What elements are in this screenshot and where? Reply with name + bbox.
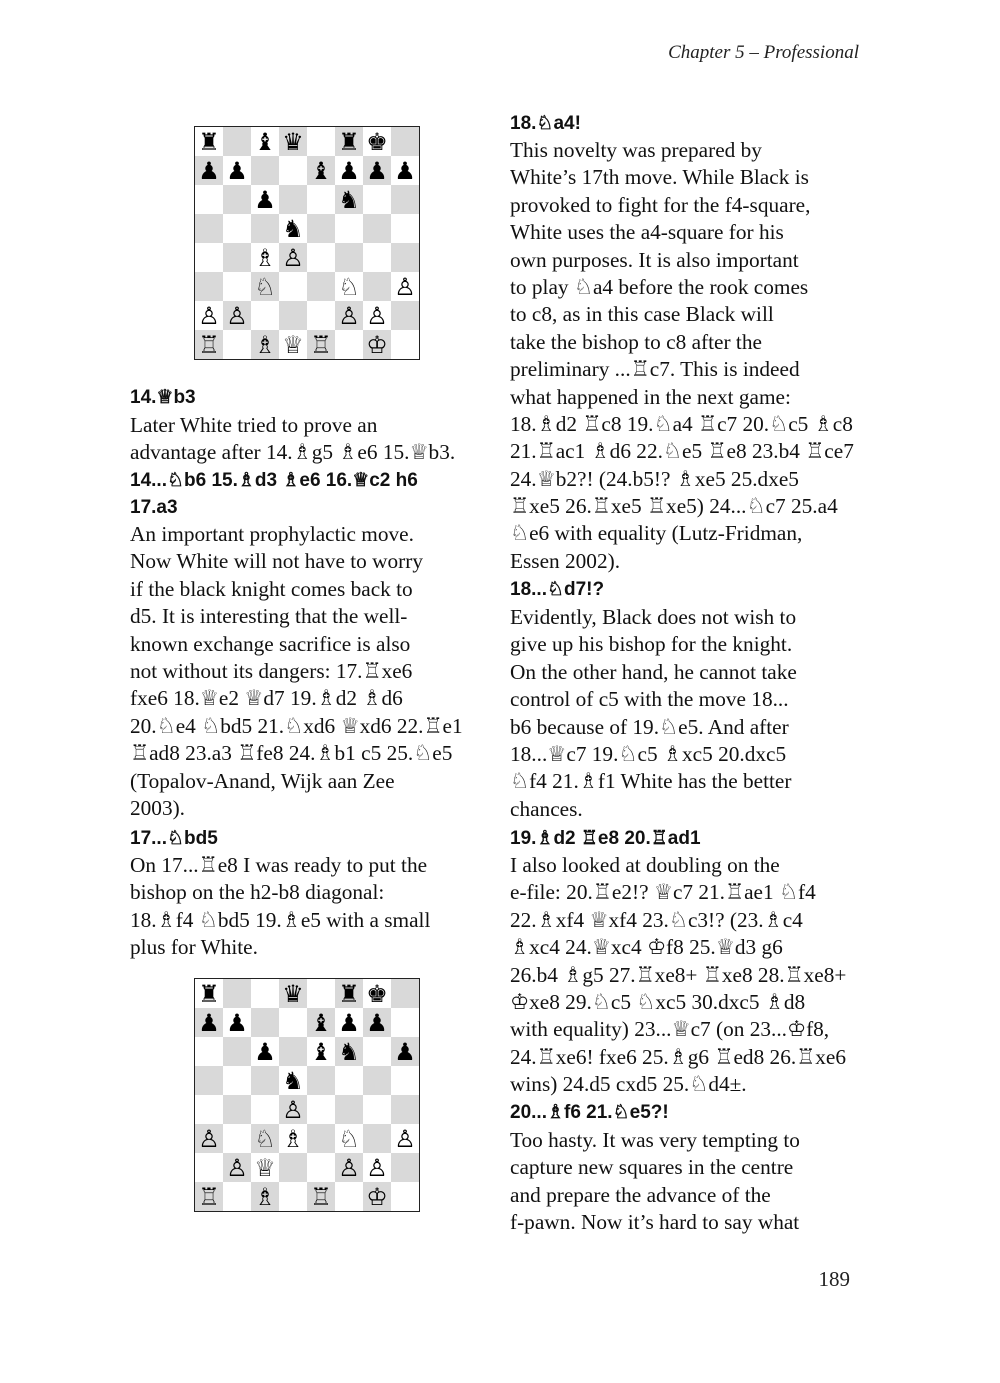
square-a1 [195,1182,223,1211]
white-pawn-icon: ♙ [282,243,304,272]
white-rook-icon: ♖ [310,1182,332,1211]
black-pawn-icon: ♟ [254,1037,276,1066]
square-d4 [279,243,307,272]
text-line: 18.♗f4 ♘bd5 19.♗e5 with a small [130,907,431,932]
square-h2 [391,1153,419,1182]
text-line: Later White tried to prove an [130,413,378,437]
square-a5 [195,1066,223,1095]
text-line: White’s 17th move. While Black is [510,165,809,190]
square-a1 [195,330,223,359]
square-d8 [279,979,307,1008]
square-a7 [195,1008,223,1037]
square-c6 [251,1037,279,1066]
black-pawn-icon: ♟ [226,1008,248,1037]
square-c7 [251,1008,279,1037]
black-pawn-icon: ♟ [198,156,220,185]
square-g7 [363,1008,391,1037]
text-line: 17...♘bd5 [130,828,218,849]
black-rook-icon: ♜ [198,979,220,1008]
square-b6 [223,1037,251,1066]
square-d7 [279,1008,307,1037]
text-line: to c8, as in this case Black will [510,302,774,327]
square-e2 [307,1153,335,1182]
text-line: 18...♕c7 19.♘c5 ♗xc5 20.dxc5 [510,741,787,766]
commentary-paragraph [510,604,870,823]
square-e8 [307,127,335,156]
square-e8 [307,979,335,1008]
chess-diagram-2 [194,978,420,1212]
page-number: 189 [818,1267,850,1291]
square-e6 [307,1037,335,1066]
text-line: f-pawn. Now it’s hard to say what [510,1210,800,1235]
white-bishop-icon: ♗ [282,1124,304,1153]
square-e7 [307,156,335,185]
square-d4 [279,1095,307,1124]
text-line: e-file: 20.♖e2!? ♕c7 21.♖ae1 ♘f4 [510,880,816,905]
square-g8 [363,127,391,156]
black-rook-icon: ♜ [338,127,360,156]
square-h1 [391,1182,419,1211]
square-d6 [279,1037,307,1066]
white-knight-icon: ♘ [254,272,276,301]
text-line: Now White will not have to worry [130,549,423,574]
square-g2 [363,301,391,330]
square-h1 [391,330,419,359]
text-line: preliminary ...♖c7. This is indeed [510,357,800,382]
square-b1 [223,330,251,359]
text-line: wins) 24.d5 cxd5 25.♘d4±. [510,1072,747,1097]
square-c3 [251,1124,279,1153]
square-c5 [251,214,279,243]
square-f7 [335,1008,363,1037]
square-h5 [391,1066,419,1095]
square-a5 [195,214,223,243]
square-e5 [307,214,335,243]
square-b4 [223,1095,251,1124]
white-pawn-icon: ♙ [198,301,220,330]
text-line: 17.a3 [130,497,178,518]
text-line: 24.♕b2?! (24.b5!? ♗xe5 25.dxe5 [510,466,799,491]
text-line: ♘e6 with equality (Lutz-Fridman, [510,521,803,546]
square-d3 [279,1124,307,1153]
commentary-paragraph [510,852,870,1099]
text-line: 21.♖ac1 ♗d6 22.♘e5 ♖e8 23.b4 ♖ce7 [510,439,854,464]
square-g5 [363,214,391,243]
square-d2 [279,301,307,330]
square-c8 [251,127,279,156]
text-line: with equality) 23...♕c7 (on 23...♔f8, [510,1017,830,1042]
square-h2 [391,301,419,330]
square-g4 [363,243,391,272]
square-g8 [363,979,391,1008]
text-line: if the black knight comes back to [130,576,413,601]
square-e4 [307,1095,335,1124]
move-heading [130,467,490,521]
text-line: fxe6 18.♕e2 ♕d7 19.♗d2 ♗d6 [130,686,403,711]
square-c1 [251,1182,279,1211]
commentary-paragraph [130,521,490,822]
square-h4 [391,1095,419,1124]
square-h4 [391,243,419,272]
square-h6 [391,1037,419,1066]
square-c6 [251,185,279,214]
square-d5 [279,214,307,243]
text-line: 2003). [130,795,186,820]
text-line: 14...♘b6 15.♗d3 ♗e6 16.♕c2 h6 [130,470,418,491]
square-f2 [335,1153,363,1182]
black-king-icon: ♚ [366,979,388,1008]
text-line: 19.♗d2 ♖e8 20.♖ad1 [510,828,701,849]
text-line: 24.♖xe6! fxe6 25.♗g6 ♖ed8 26.♖xe6 [510,1044,847,1069]
square-h3 [391,272,419,301]
white-bishop-icon: ♗ [254,243,276,272]
black-knight-icon: ♞ [338,185,360,214]
text-line: (Topalov-Anand, Wijk aan Zee [130,768,395,793]
black-pawn-icon: ♟ [394,1037,416,1066]
square-e7 [307,1008,335,1037]
square-h3 [391,1124,419,1153]
black-pawn-icon: ♟ [226,156,248,185]
white-knight-icon: ♘ [254,1124,276,1153]
square-f4 [335,1095,363,1124]
text-line: what happened in the next game: [510,384,791,409]
black-king-icon: ♚ [366,127,388,156]
text-line: b6 because of 19.♘e5. And after [510,714,789,739]
square-h6 [391,185,419,214]
square-g6 [363,1037,391,1066]
white-queen-icon: ♕ [254,1153,276,1182]
square-g5 [363,1066,391,1095]
square-a4 [195,1095,223,1124]
text-line: On the other hand, he cannot take [510,659,797,684]
text-line: 18.♘a4! [510,113,581,134]
white-pawn-icon: ♙ [366,1153,388,1182]
text-line: ♖ad8 23.a3 ♖fe8 24.♗b1 c5 25.♘e5 [130,741,453,766]
square-e2 [307,301,335,330]
square-c2 [251,301,279,330]
white-pawn-icon: ♙ [338,301,360,330]
square-e3 [307,1124,335,1153]
chess-diagram-1 [194,126,420,360]
square-f8 [335,979,363,1008]
white-pawn-icon: ♙ [226,1153,248,1182]
square-f8 [335,127,363,156]
square-f4 [335,243,363,272]
square-e5 [307,1066,335,1095]
square-b7 [223,1008,251,1037]
square-a8 [195,979,223,1008]
text-line: Essen 2002). [510,548,621,573]
text-line: ♗xc4 24.♕xc4 ♔f8 25.♕d3 g6 [510,935,783,960]
square-e6 [307,185,335,214]
text-line: ♖xe5 26.♖xe5 ♖xe5) 24...♘c7 25.a4 [510,494,838,519]
move-heading [510,576,870,603]
square-b6 [223,185,251,214]
text-line: On 17...♖e8 I was ready to put the [130,853,428,877]
commentary-paragraph [510,1127,870,1237]
text-line: Too hasty. It was very tempting to [510,1128,800,1152]
square-e3 [307,272,335,301]
square-h7 [391,1008,419,1037]
square-c4 [251,243,279,272]
black-pawn-icon: ♟ [198,1008,220,1037]
square-b8 [223,127,251,156]
text-line: own purposes. It is also important [510,247,799,272]
white-pawn-icon: ♙ [282,1095,304,1124]
square-f5 [335,1066,363,1095]
square-b3 [223,1124,251,1153]
square-b3 [223,272,251,301]
square-f6 [335,185,363,214]
text-line: 18...♘d7!? [510,579,605,600]
square-a6 [195,185,223,214]
white-king-icon: ♔ [366,330,388,359]
square-f6 [335,1037,363,1066]
square-d2 [279,1153,307,1182]
text-line: 20.♘e4 ♘bd5 21.♘xd6 ♕xd6 22.♖e1 [130,713,463,738]
square-f5 [335,214,363,243]
square-f7 [335,156,363,185]
white-pawn-icon: ♙ [394,272,416,301]
square-d7 [279,156,307,185]
black-knight-icon: ♞ [282,214,304,243]
square-f3 [335,272,363,301]
square-b4 [223,243,251,272]
black-queen-icon: ♛ [282,979,304,1008]
square-a8 [195,127,223,156]
text-line: I also looked at doubling on the [510,853,780,877]
square-b5 [223,1066,251,1095]
square-a3 [195,1124,223,1153]
black-queen-icon: ♛ [282,127,304,156]
text-line: ♘f4 21.♗f1 White has the better [510,769,792,794]
square-f1 [335,1182,363,1211]
white-rook-icon: ♖ [198,1182,220,1211]
square-c8 [251,979,279,1008]
square-g2 [363,1153,391,1182]
commentary-paragraph [130,412,490,467]
square-g4 [363,1095,391,1124]
text-line: advantage after 14.♗g5 ♗e6 15.♕b3. [130,440,456,465]
black-pawn-icon: ♟ [254,185,276,214]
square-d1 [279,1182,307,1211]
white-queen-icon: ♕ [282,330,304,359]
square-g1 [363,1182,391,1211]
white-king-icon: ♔ [366,1182,388,1211]
black-pawn-icon: ♟ [366,156,388,185]
text-line: 14.♕b3 [130,387,196,408]
text-line: 26.b4 ♗g5 27.♖xe8+ ♖xe8 28.♖xe8+ [510,962,847,987]
white-knight-icon: ♘ [338,272,360,301]
black-rook-icon: ♜ [338,979,360,1008]
square-f2 [335,301,363,330]
text-line: This novelty was prepared by [510,138,762,162]
square-h8 [391,127,419,156]
move-heading [130,825,490,852]
text-line: d5. It is interesting that the well- [130,604,408,629]
white-pawn-icon: ♙ [338,1153,360,1182]
text-line: ♔xe8 29.♘c5 ♘xc5 30.dxc5 ♗d8 [510,989,806,1014]
square-a2 [195,301,223,330]
white-bishop-icon: ♗ [254,330,276,359]
text-line: plus for White. [130,935,258,960]
square-h5 [391,214,419,243]
text-line: give up his bishop for the knight. [510,632,793,657]
square-g3 [363,272,391,301]
square-e4 [307,243,335,272]
black-pawn-icon: ♟ [338,156,360,185]
text-line: to play ♘a4 before the rook comes [510,274,809,299]
black-bishop-icon: ♝ [310,156,332,185]
black-pawn-icon: ♟ [394,156,416,185]
text-line: White uses the a4-square for his [510,220,784,245]
move-heading [130,384,490,411]
square-d8 [279,127,307,156]
commentary-paragraph [130,852,490,962]
text-line: 22.♗xf4 ♕xf4 23.♘c3!? (23.♗c4 [510,907,803,932]
square-b2 [223,301,251,330]
move-heading [510,825,870,852]
text-line: Evidently, Black does not wish to [510,605,797,629]
square-h7 [391,156,419,185]
square-c7 [251,156,279,185]
text-line: control of c5 with the move 18... [510,687,789,712]
square-g1 [363,330,391,359]
square-d3 [279,272,307,301]
square-b1 [223,1182,251,1211]
square-c2 [251,1153,279,1182]
black-knight-icon: ♞ [338,1037,360,1066]
square-b7 [223,156,251,185]
square-b5 [223,214,251,243]
square-h8 [391,979,419,1008]
black-pawn-icon: ♟ [338,1008,360,1037]
square-f3 [335,1124,363,1153]
white-rook-icon: ♖ [198,330,220,359]
text-line: capture new squares in the centre [510,1155,794,1180]
text-line: take the bishop to c8 after the [510,329,762,354]
black-pawn-icon: ♟ [366,1008,388,1037]
square-e1 [307,330,335,359]
move-heading [510,1099,870,1126]
text-line: 20...♗f6 21.♘e5?! [510,1102,669,1123]
square-b2 [223,1153,251,1182]
running-head: Chapter 5 – Professional [668,42,859,63]
square-g6 [363,185,391,214]
white-pawn-icon: ♙ [226,301,248,330]
text-line: bishop on the h2-b8 diagonal: [130,880,385,905]
white-pawn-icon: ♙ [366,301,388,330]
white-bishop-icon: ♗ [254,1182,276,1211]
white-rook-icon: ♖ [310,330,332,359]
square-a3 [195,272,223,301]
text-line: and prepare the advance of the [510,1182,771,1207]
white-pawn-icon: ♙ [394,1124,416,1153]
square-a6 [195,1037,223,1066]
square-a2 [195,1153,223,1182]
black-knight-icon: ♞ [282,1066,304,1095]
square-c4 [251,1095,279,1124]
black-rook-icon: ♜ [198,127,220,156]
square-e1 [307,1182,335,1211]
black-bishop-icon: ♝ [310,1037,332,1066]
square-d6 [279,185,307,214]
text-line: chances. [510,796,583,821]
text-line: provoked to fight for the f4-square, [510,192,811,217]
square-d1 [279,330,307,359]
square-g7 [363,156,391,185]
text-line: known exchange sacrifice is also [130,631,411,656]
commentary-paragraph [510,137,870,575]
white-knight-icon: ♘ [338,1124,360,1153]
text-line: An important prophylactic move. [130,522,414,546]
black-bishop-icon: ♝ [310,1008,332,1037]
black-bishop-icon: ♝ [254,127,276,156]
text-line: not without its dangers: 17.♖xe6 [130,658,413,683]
square-c3 [251,272,279,301]
square-a4 [195,243,223,272]
square-c1 [251,330,279,359]
white-pawn-icon: ♙ [198,1124,220,1153]
move-heading [510,110,870,137]
square-g3 [363,1124,391,1153]
square-a7 [195,156,223,185]
square-b8 [223,979,251,1008]
text-line: 18.♗d2 ♖c8 19.♘a4 ♖c7 20.♘c5 ♗c8 [510,411,853,436]
square-c5 [251,1066,279,1095]
square-f1 [335,330,363,359]
square-d5 [279,1066,307,1095]
